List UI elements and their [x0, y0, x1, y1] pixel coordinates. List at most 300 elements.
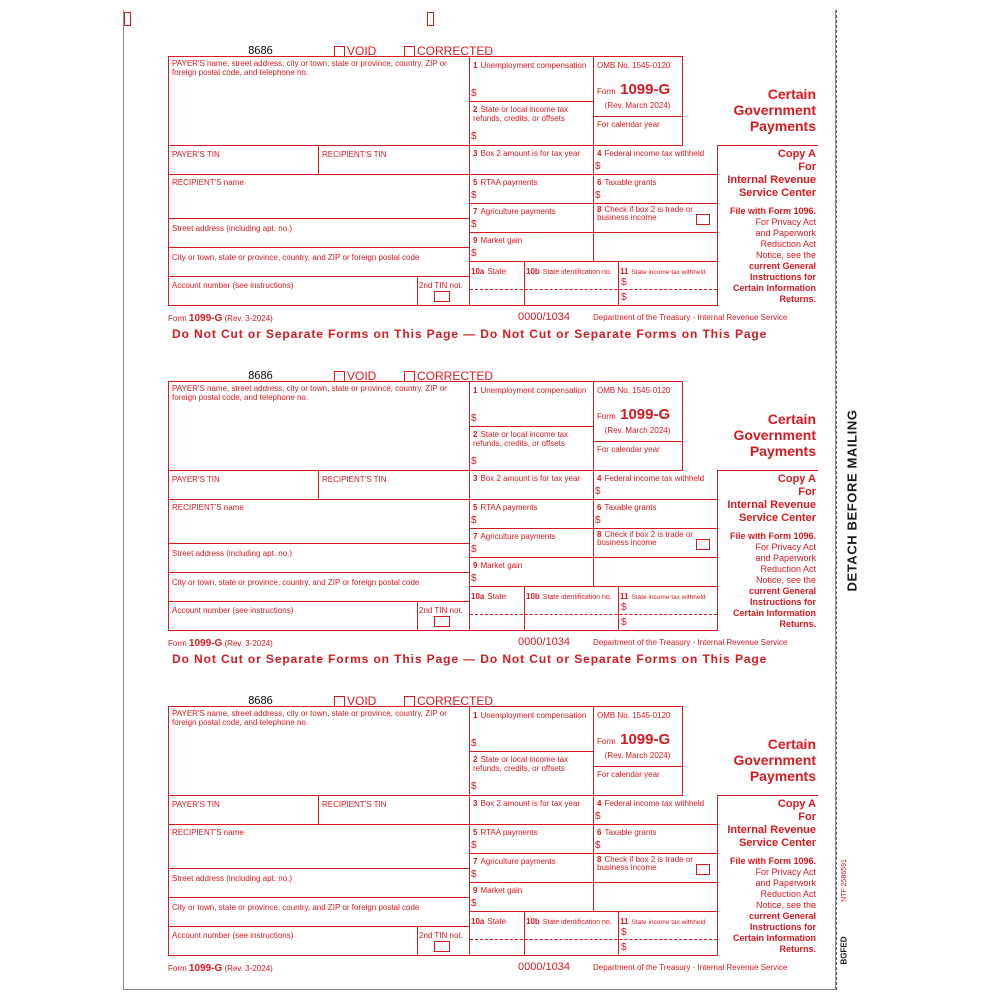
omb-block: [593, 706, 683, 796]
payer-tin-field[interactable]: [168, 795, 319, 825]
box6-label: Taxable grants: [604, 503, 657, 512]
corrected-label: CORRECTED: [417, 369, 494, 383]
footer-department: Department of the Treasury - Internal Revenue Service: [593, 313, 788, 322]
footer-form-word: Form: [168, 964, 187, 973]
box5-dollar: $: [471, 515, 477, 526]
box6-dollar: $: [595, 190, 601, 201]
box7-field[interactable]: [469, 528, 594, 558]
file-with-1096: File with Form 1096.: [729, 531, 816, 541]
revision-date: (Rev. March 2024): [593, 426, 682, 442]
payer-block-field[interactable]: [168, 706, 470, 796]
box10b-field[interactable]: [524, 911, 619, 956]
box5-label: RTAA payments: [480, 828, 538, 837]
box3-number: 3: [473, 799, 478, 808]
box10a-number: 10a: [471, 267, 485, 276]
box8-checkbox[interactable]: [696, 864, 710, 875]
box10b-field[interactable]: [524, 586, 619, 631]
do-not-cut-notice-2: Do Not Cut or Separate Forms on This Page — Do Not Cut or Separate Forms on This Page: [172, 652, 768, 666]
omb-number: OMB No. 1545-0120: [597, 711, 671, 720]
box11-dollar-1: $: [621, 277, 627, 288]
recipient-name-field[interactable]: [168, 499, 470, 544]
box8-number: 8: [597, 855, 602, 864]
box6-label: Taxable grants: [604, 828, 657, 837]
calendar-year-label: For calendar year: [597, 445, 660, 454]
perforation-line: [836, 10, 837, 990]
footer-department: Department of the Treasury - Internal Revenue Service: [593, 638, 788, 647]
payer-tin-label: PAYER'S TIN: [172, 150, 220, 159]
payer-block-label: PAYER'S name, street address, city or town, state or province, country, ZIP or foreign postal code, and telephone no.: [172, 59, 447, 77]
box8-label: Check if box 2 is trade or business income: [597, 855, 693, 872]
box8-checkbox[interactable]: [696, 539, 710, 550]
box3-number: 3: [473, 149, 478, 158]
box1-dollar: $: [471, 738, 477, 749]
box2-field[interactable]: [469, 426, 594, 471]
account-number-field[interactable]: [168, 926, 418, 956]
box1-label: Unemployment compensation: [480, 61, 587, 70]
form-word: Form: [597, 87, 616, 96]
box4-number: 4: [597, 474, 602, 483]
box6-number: 6: [597, 828, 602, 837]
box10b-label: State identification no.: [542, 269, 612, 276]
box7-field[interactable]: [469, 853, 594, 883]
instructions-line-3: Certain Information: [732, 283, 816, 293]
form-title: [688, 411, 816, 459]
revision-date: (Rev. March 2024): [593, 101, 682, 117]
street-address-field[interactable]: [168, 218, 470, 248]
street-address-label: Street address (including apt. no.): [172, 874, 293, 883]
box2-field[interactable]: [469, 751, 594, 796]
privacy-line-1: For Privacy Act: [755, 542, 816, 552]
privacy-line-1: For Privacy Act: [755, 867, 816, 877]
city-field[interactable]: [168, 572, 470, 602]
privacy-line-2: and Paperwork: [755, 878, 816, 888]
pin-feed-mark-left: [124, 12, 131, 26]
payer-block-field[interactable]: [168, 381, 470, 471]
copy-for: For: [798, 811, 816, 823]
form-word: Form: [597, 737, 616, 746]
form-1099g-3: [168, 694, 818, 976]
box2-number: 2: [473, 430, 478, 439]
box7-dollar: $: [471, 219, 477, 230]
instructions-line-4: Returns.: [779, 294, 816, 304]
form-1099g-2: [168, 369, 818, 651]
box6-number: 6: [597, 503, 602, 512]
recipient-name-label: RECIPIENT'S name: [172, 178, 244, 187]
box10a-label: State: [487, 592, 507, 601]
recipient-tin-label: RECIPIENT'S TIN: [322, 150, 387, 159]
privacy-line-1: For Privacy Act: [755, 217, 816, 227]
box2-dollar: $: [471, 781, 477, 792]
box7-field[interactable]: [469, 203, 594, 233]
form-code: 8686: [248, 694, 273, 707]
footer-revision: (Rev. 3-2024): [224, 964, 273, 973]
box10b-number: 10b: [526, 592, 540, 601]
footer-form-number: 0000/1034: [518, 961, 570, 973]
box8-number: 8: [597, 530, 602, 539]
box11-label: State income tax withheld: [631, 269, 706, 276]
box6-dollar: $: [595, 515, 601, 526]
box11-number: 11: [620, 592, 629, 601]
box9-label: Market gain: [480, 561, 523, 570]
box11-label: State income tax withheld: [631, 594, 706, 601]
payer-block-label: PAYER'S name, street address, city or town, state or province, country, ZIP or foreign postal code, and telephone no.: [172, 709, 447, 727]
account-number-field[interactable]: [168, 276, 418, 306]
box9-dollar: $: [471, 898, 477, 909]
form-title: [688, 86, 816, 134]
second-tin-checkbox[interactable]: [434, 941, 450, 952]
box8-field: [593, 853, 718, 883]
irs-line-2: Service Center: [738, 187, 816, 199]
omb-number: OMB No. 1545-0120: [597, 386, 671, 395]
blank-field: [593, 232, 718, 262]
box5-field[interactable]: [469, 824, 594, 854]
corrected-label: CORRECTED: [417, 694, 494, 708]
box6-field[interactable]: [593, 174, 718, 204]
recipient-tin-field[interactable]: [318, 470, 470, 500]
second-tin-field: [417, 926, 470, 956]
box8-label: Check if box 2 is trade or business income: [597, 530, 693, 547]
privacy-line-3: Reduction Act: [760, 889, 816, 899]
box11-dollar-2: $: [621, 942, 627, 953]
city-field[interactable]: [168, 897, 470, 927]
box8-label: Check if box 2 is trade or business income: [597, 205, 693, 222]
street-address-label: Street address (including apt. no.): [172, 549, 293, 558]
box11-dollar-1: $: [621, 927, 627, 938]
box7-label: Agriculture payments: [480, 532, 556, 541]
footer-form-number: 0000/1034: [518, 311, 570, 323]
privacy-line-4: Notice, see the: [755, 575, 816, 585]
city-label: City or town, state or province, country, and ZIP or foreign postal code: [172, 903, 420, 912]
box3-field[interactable]: [469, 470, 594, 500]
box6-number: 6: [597, 178, 602, 187]
city-label: City or town, state or province, country, and ZIP or foreign postal code: [172, 578, 420, 587]
irs-line-2: Service Center: [738, 512, 816, 524]
box7-label: Agriculture payments: [480, 207, 556, 216]
box10a-number: 10a: [471, 592, 485, 601]
recipient-tin-field[interactable]: [318, 795, 470, 825]
box5-dollar: $: [471, 840, 477, 851]
box10a-field[interactable]: [469, 911, 525, 956]
file-with-1096: File with Form 1096.: [729, 206, 816, 216]
detach-label: DETACH BEFORE MAILING: [844, 408, 860, 592]
box10b-field[interactable]: [524, 261, 619, 306]
box5-field[interactable]: [469, 499, 594, 529]
box10a-field[interactable]: [469, 586, 525, 631]
box6-label: Taxable grants: [604, 178, 657, 187]
box10a-number: 10a: [471, 917, 485, 926]
footer-form-name: 1099-G: [188, 963, 223, 974]
box5-label: RTAA payments: [480, 503, 538, 512]
footer-form-name: 1099-G: [188, 313, 223, 324]
box2-label: State or local income tax refunds, credits, or offsets: [473, 430, 569, 448]
recipient-name-label: RECIPIENT'S name: [172, 503, 244, 512]
box10a-field[interactable]: [469, 261, 525, 306]
blank-field: [593, 557, 718, 587]
copy-for: For: [798, 486, 816, 498]
payer-tin-label: PAYER'S TIN: [172, 475, 220, 484]
privacy-line-2: and Paperwork: [755, 553, 816, 563]
box1-field[interactable]: [469, 706, 594, 752]
box11-number: 11: [620, 267, 629, 276]
privacy-line-3: Reduction Act: [760, 239, 816, 249]
recipient-tin-label: RECIPIENT'S TIN: [322, 475, 387, 484]
box7-number: 7: [473, 532, 478, 541]
ntf-code: NTF 2586591: [840, 858, 848, 902]
box7-label: Agriculture payments: [480, 857, 556, 866]
title-line-2: Government: [733, 102, 816, 118]
state-row-divider: [470, 614, 717, 615]
street-address-field[interactable]: [168, 543, 470, 573]
box5-dollar: $: [471, 190, 477, 201]
copy-for: For: [798, 161, 816, 173]
box1-dollar: $: [471, 88, 477, 99]
second-tin-field: [417, 601, 470, 631]
irs-line-1: Internal Revenue: [727, 174, 816, 186]
box4-label: Federal income tax withheld: [604, 799, 705, 808]
privacy-line-4: Notice, see the: [755, 900, 816, 910]
box4-dollar: $: [595, 811, 601, 822]
box10a-label: State: [487, 917, 507, 926]
box4-field[interactable]: [593, 470, 718, 500]
box3-number: 3: [473, 474, 478, 483]
form-grid: [168, 381, 818, 631]
copy-a-label: Copy A: [777, 798, 816, 810]
box9-dollar: $: [471, 573, 477, 584]
box1-number: 1: [473, 386, 478, 395]
account-number-label: Account number (see instructions): [172, 606, 294, 615]
box10b-label: State identification no.: [542, 594, 612, 601]
void-label: VOID: [347, 44, 377, 58]
form-name: 1099-G: [620, 731, 671, 748]
box11-field[interactable]: [618, 586, 718, 631]
city-field[interactable]: [168, 247, 470, 277]
box10b-number: 10b: [526, 267, 540, 276]
form-code: 8686: [248, 44, 273, 57]
footer-form-word: Form: [168, 639, 187, 648]
payer-tin-field[interactable]: [168, 470, 319, 500]
box10b-label: State identification no.: [542, 919, 612, 926]
box5-field[interactable]: [469, 174, 594, 204]
box3-label: Box 2 amount is for tax year: [480, 474, 581, 483]
box9-number: 9: [473, 886, 478, 895]
copy-a-block: [717, 795, 818, 956]
form-grid: [168, 706, 818, 956]
instructions-line-3: Certain Information: [732, 933, 816, 943]
box8-number: 8: [597, 205, 602, 214]
box7-dollar: $: [471, 869, 477, 880]
box2-field[interactable]: [469, 101, 594, 146]
box10b-number: 10b: [526, 917, 540, 926]
box11-number: 11: [620, 917, 629, 926]
box9-field[interactable]: [469, 882, 594, 912]
form-word: Form: [597, 412, 616, 421]
recipient-name-field[interactable]: [168, 174, 470, 219]
recipient-tin-label: RECIPIENT'S TIN: [322, 800, 387, 809]
calendar-year-label: For calendar year: [597, 770, 660, 779]
copy-a-block: [717, 470, 818, 631]
box11-field[interactable]: [618, 261, 718, 306]
title-line-3: Payments: [749, 443, 816, 459]
box4-label: Federal income tax withheld: [604, 149, 705, 158]
title-line-1: Certain: [767, 736, 816, 752]
box1-field[interactable]: [469, 56, 594, 102]
box9-label: Market gain: [480, 886, 523, 895]
state-row-divider: [470, 289, 717, 290]
revision-date: (Rev. March 2024): [593, 751, 682, 767]
box4-number: 4: [597, 799, 602, 808]
box4-field[interactable]: [593, 145, 718, 175]
second-tin-label: 2nd TIN not.: [419, 606, 463, 615]
box4-dollar: $: [595, 486, 601, 497]
box6-field[interactable]: [593, 824, 718, 854]
privacy-line-2: and Paperwork: [755, 228, 816, 238]
footer-revision: (Rev. 3-2024): [224, 639, 273, 648]
form-code: 8686: [248, 369, 273, 382]
second-tin-field: [417, 276, 470, 306]
instructions-line-1: current General: [748, 911, 816, 921]
box8-field: [593, 203, 718, 233]
box1-number: 1: [473, 711, 478, 720]
irs-line-1: Internal Revenue: [727, 824, 816, 836]
box7-number: 7: [473, 207, 478, 216]
street-address-field[interactable]: [168, 868, 470, 898]
pin-feed-mark-right: [427, 12, 434, 26]
title-line-1: Certain: [767, 411, 816, 427]
payer-block-label: PAYER'S name, street address, city or town, state or province, country, ZIP or foreign postal code, and telephone no.: [172, 384, 447, 402]
box2-number: 2: [473, 755, 478, 764]
form-name: 1099-G: [620, 406, 671, 423]
account-number-label: Account number (see instructions): [172, 281, 294, 290]
box3-field[interactable]: [469, 145, 594, 175]
box8-field: [593, 528, 718, 558]
box9-field[interactable]: [469, 232, 594, 262]
omb-block: [593, 381, 683, 471]
box11-dollar-1: $: [621, 602, 627, 613]
blank-field: [593, 882, 718, 912]
form-1099g-1: [168, 44, 818, 326]
box9-number: 9: [473, 561, 478, 570]
second-tin-checkbox[interactable]: [434, 616, 450, 627]
omb-block: [593, 56, 683, 146]
box3-field[interactable]: [469, 795, 594, 825]
box8-checkbox[interactable]: [696, 214, 710, 225]
privacy-line-4: Notice, see the: [755, 250, 816, 260]
box1-number: 1: [473, 61, 478, 70]
form-name: 1099-G: [620, 81, 671, 98]
box1-label: Unemployment compensation: [480, 386, 587, 395]
file-with-1096: File with Form 1096.: [729, 856, 816, 866]
corrected-label: CORRECTED: [417, 44, 494, 58]
instructions-line-4: Returns.: [779, 619, 816, 629]
box11-dollar-2: $: [621, 617, 627, 628]
box6-dollar: $: [595, 840, 601, 851]
void-label: VOID: [347, 369, 377, 383]
box4-label: Federal income tax withheld: [604, 474, 705, 483]
city-label: City or town, state or province, country, and ZIP or foreign postal code: [172, 253, 420, 262]
title-line-2: Government: [733, 752, 816, 768]
privacy-line-3: Reduction Act: [760, 564, 816, 574]
void-label: VOID: [347, 694, 377, 708]
state-row-divider: [470, 939, 717, 940]
omb-number: OMB No. 1545-0120: [597, 61, 671, 70]
street-address-label: Street address (including apt. no.): [172, 224, 293, 233]
box2-label: State or local income tax refunds, credits, or offsets: [473, 755, 569, 773]
box5-number: 5: [473, 828, 478, 837]
box9-field[interactable]: [469, 557, 594, 587]
bgfed-code: BGFED: [839, 936, 849, 964]
box4-dollar: $: [595, 161, 601, 172]
footer-department: Department of the Treasury - Internal Revenue Service: [593, 963, 788, 972]
calendar-year-label: For calendar year: [597, 120, 660, 129]
form-title: [688, 736, 816, 784]
box5-number: 5: [473, 178, 478, 187]
box1-dollar: $: [471, 413, 477, 424]
box11-field[interactable]: [618, 911, 718, 956]
box2-dollar: $: [471, 456, 477, 467]
box2-dollar: $: [471, 131, 477, 142]
copy-a-block: [717, 145, 818, 306]
instructions-line-4: Returns.: [779, 944, 816, 954]
account-number-field[interactable]: [168, 601, 418, 631]
recipient-name-field[interactable]: [168, 824, 470, 869]
footer-revision: (Rev. 3-2024): [224, 314, 273, 323]
second-tin-label: 2nd TIN not.: [419, 931, 463, 940]
box1-label: Unemployment compensation: [480, 711, 587, 720]
second-tin-checkbox[interactable]: [434, 291, 450, 302]
box9-dollar: $: [471, 248, 477, 259]
copy-a-label: Copy A: [777, 473, 816, 485]
box2-number: 2: [473, 105, 478, 114]
title-line-3: Payments: [749, 118, 816, 134]
box4-field[interactable]: [593, 795, 718, 825]
box5-number: 5: [473, 503, 478, 512]
recipient-tin-field[interactable]: [318, 145, 470, 175]
footer-form-word: Form: [168, 314, 187, 323]
payer-block-field[interactable]: [168, 56, 470, 146]
payer-tin-label: PAYER'S TIN: [172, 800, 220, 809]
box5-label: RTAA payments: [480, 178, 538, 187]
box3-label: Box 2 amount is for tax year: [480, 799, 581, 808]
do-not-cut-notice-1: Do Not Cut or Separate Forms on This Page — Do Not Cut or Separate Forms on This Page: [172, 327, 768, 341]
account-number-label: Account number (see instructions): [172, 931, 294, 940]
instructions-line-1: current General: [748, 261, 816, 271]
form-grid: [168, 56, 818, 306]
box9-label: Market gain: [480, 236, 523, 245]
instructions-line-3: Certain Information: [732, 608, 816, 618]
box1-field[interactable]: [469, 381, 594, 427]
box11-label: State income tax withheld: [631, 919, 706, 926]
box7-dollar: $: [471, 544, 477, 555]
footer-form-number: 0000/1034: [518, 636, 570, 648]
box11-dollar-2: $: [621, 292, 627, 303]
instructions-line-2: Instructions for: [749, 272, 816, 282]
recipient-name-label: RECIPIENT'S name: [172, 828, 244, 837]
payer-tin-field[interactable]: [168, 145, 319, 175]
irs-line-1: Internal Revenue: [727, 499, 816, 511]
title-line-2: Government: [733, 427, 816, 443]
instructions-line-1: current General: [748, 586, 816, 596]
box3-label: Box 2 amount is for tax year: [480, 149, 581, 158]
form-footer: [168, 636, 818, 650]
instructions-line-2: Instructions for: [749, 597, 816, 607]
form-footer: [168, 311, 818, 325]
box6-field[interactable]: [593, 499, 718, 529]
box7-number: 7: [473, 857, 478, 866]
title-line-3: Payments: [749, 768, 816, 784]
instructions-line-2: Instructions for: [749, 922, 816, 932]
box10a-label: State: [487, 267, 507, 276]
footer-form-name: 1099-G: [188, 638, 223, 649]
